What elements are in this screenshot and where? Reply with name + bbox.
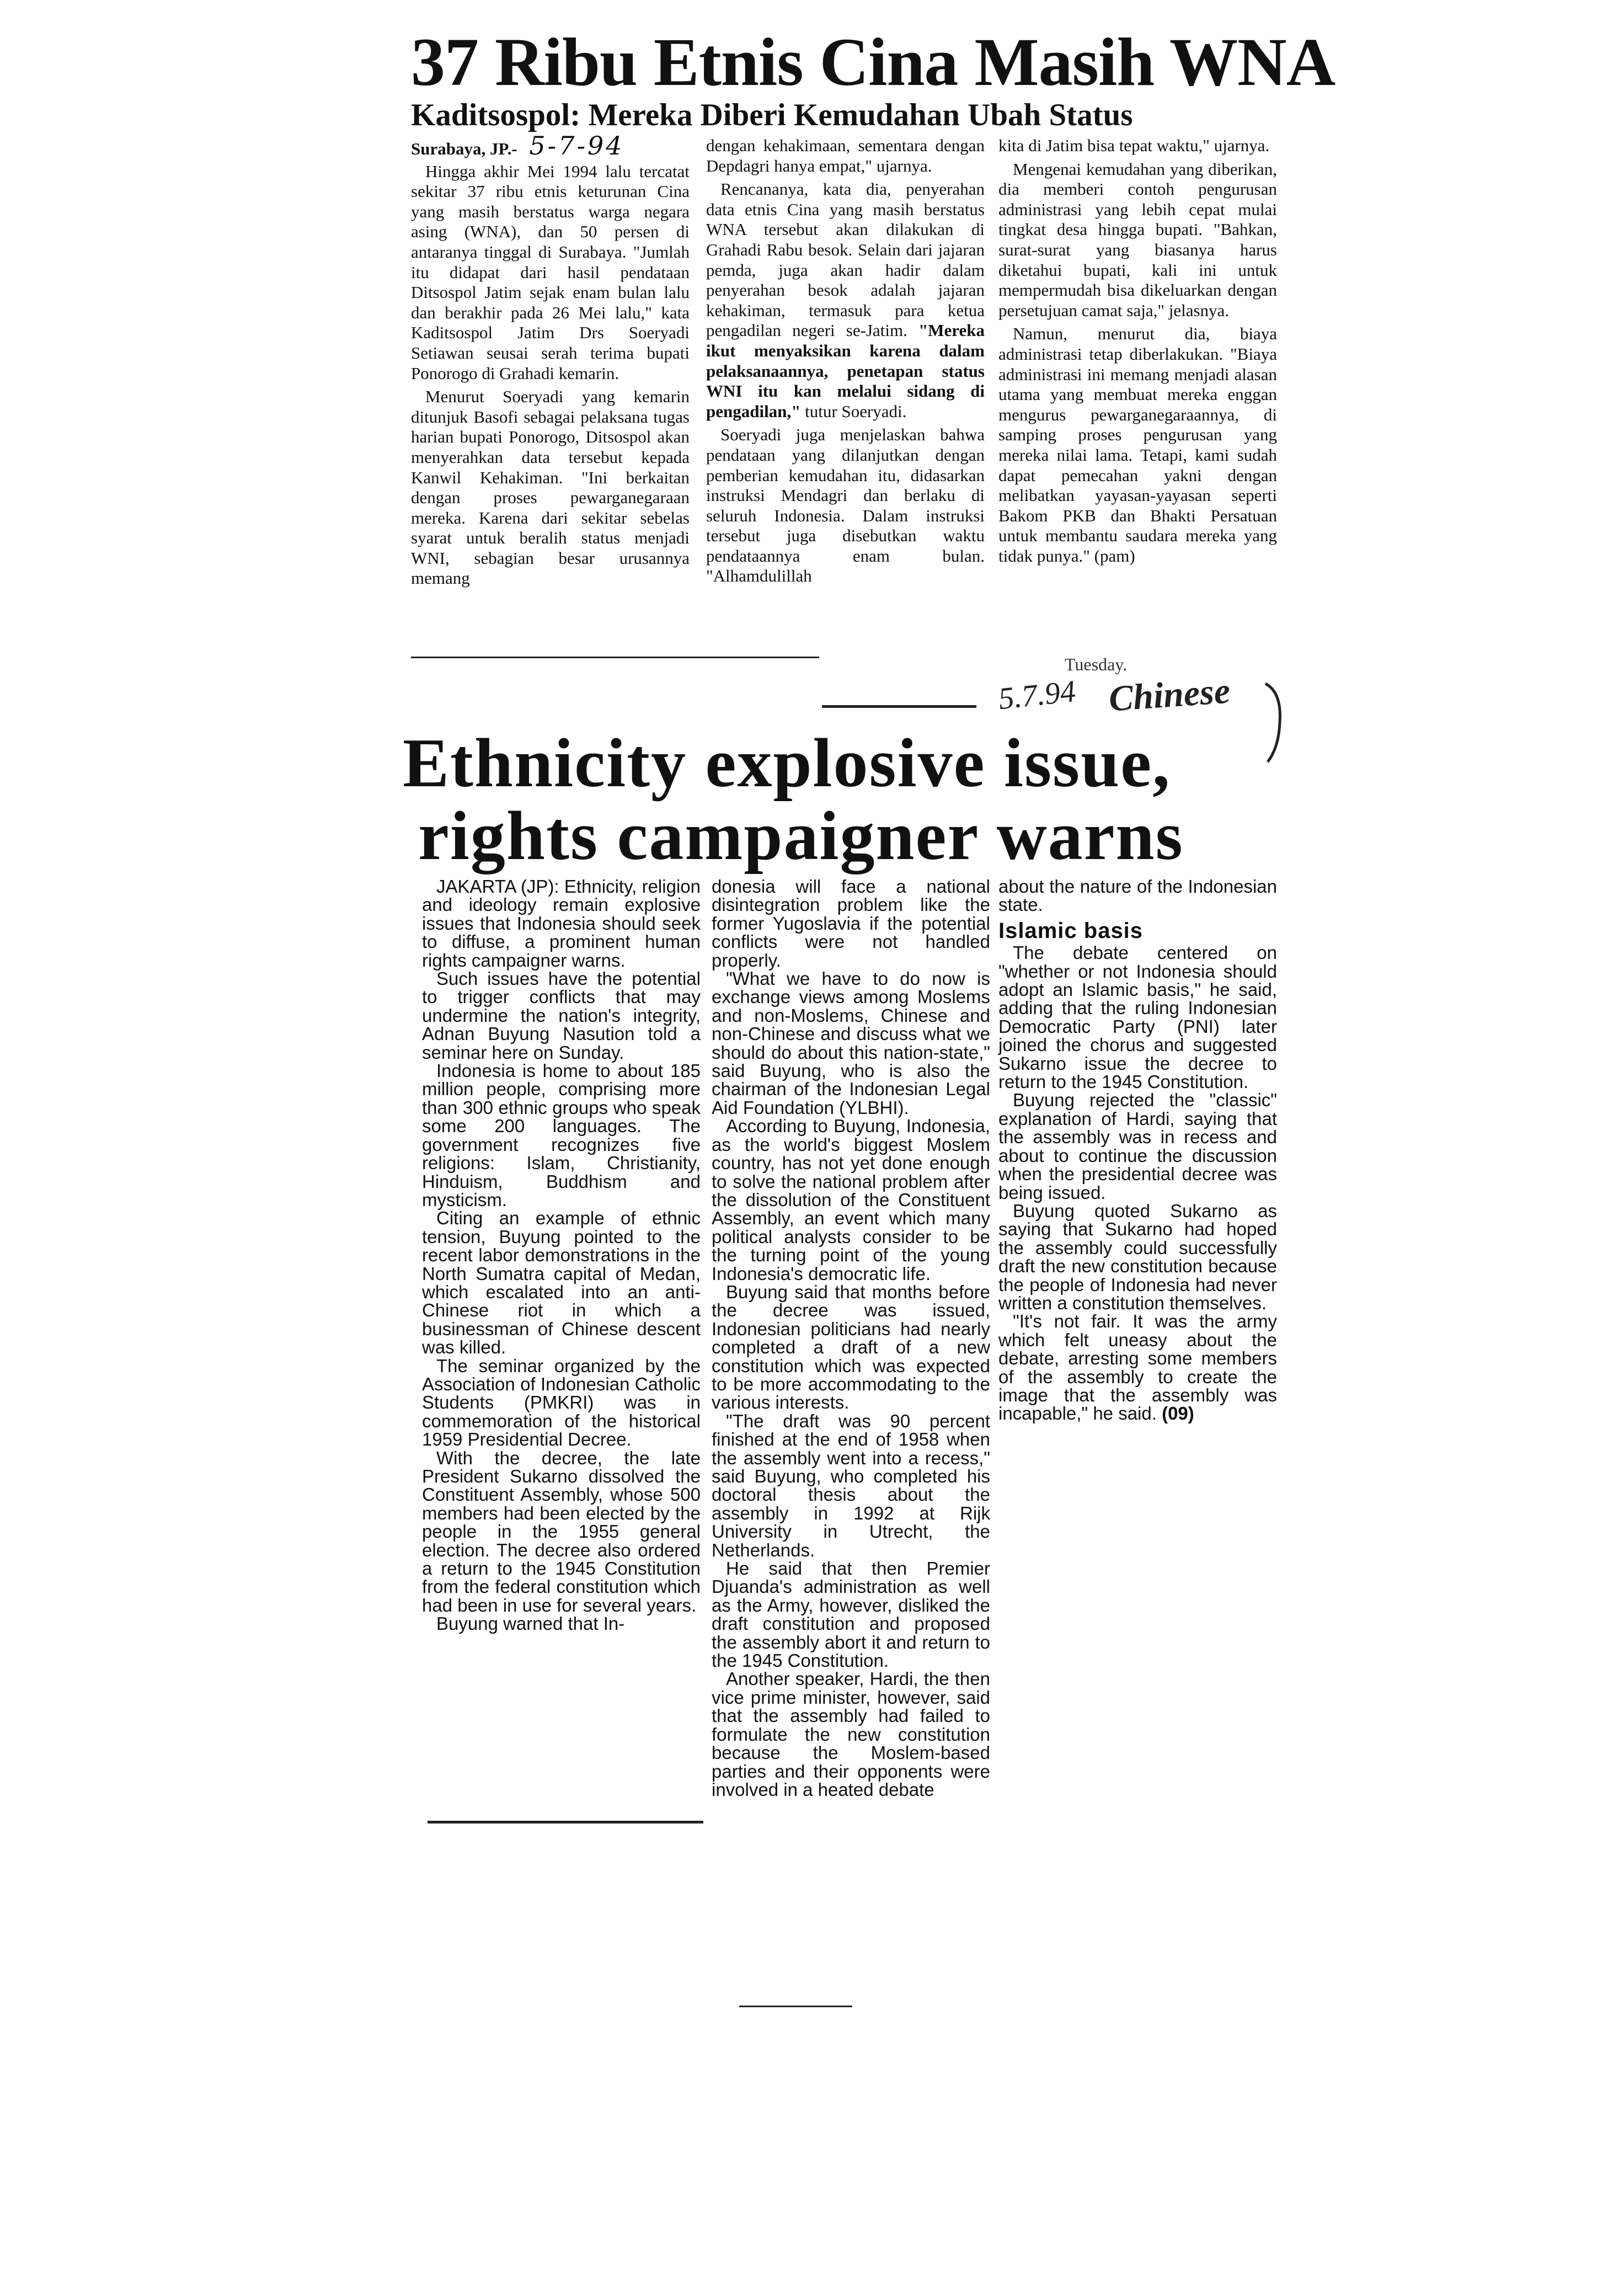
article1-bottom-rule xyxy=(411,657,819,658)
article2-col1-end-rule xyxy=(428,1821,703,1824)
separator-rule xyxy=(822,705,976,708)
article2-paragraph: The seminar organized by the Association of Indonesian Catholic Students (PMKRI) was in commemoration of the historical 1959 Presidential Decree. xyxy=(422,1355,701,1450)
article2-text: "It's not fair. It was the army which felt uneasy about the debate, arresting some members of the assembly to create the image that the assembly was incapable," he said. xyxy=(998,1311,1277,1424)
article2-column-1 xyxy=(422,877,701,1633)
article2-paragraph: With the decree, the late President Sukarno dissolved the Constituent Assembly, whose 500 members had been elected by the people in the 1955 general election. The decree also ordered a return to the 1945 Constitution from the federal constitution which had been in use for several years. xyxy=(422,1447,701,1615)
article1-dateline: Surabaya, JP.- xyxy=(411,139,517,158)
article1-paragraph: dengan kehakimaan, sementara dengan Depdagri hanya empat," ujarnya. xyxy=(706,136,985,175)
article1-handwritten-date: 5-7-94 xyxy=(529,131,624,161)
article2-headline-line: Ethnicity explosive issue, xyxy=(403,725,1171,802)
article2-paragraph: Buyung rejected the "classic" explanation of Hardi, saying that the assembly was in recess and about to continue the discussion when the presidential decree was being issued. xyxy=(998,1090,1277,1203)
article2-paragraph: Indonesia is home to about 185 million people, comprising more than 300 ethnic groups who speak some 200 languages. The government recognizes five religions: Islam, Christianity, Hinduism, Buddhism and mysticism. xyxy=(422,1060,701,1210)
article2-headline-line: rights campaigner warns xyxy=(418,798,1184,875)
article2-paragraph: "What we have to do now is exchange views among Moslems and non-Moslems, Chinese and non-Chinese and discuss what we should do about this nation-state," said Buyung, who is also the chairman of the Indonesian Legal Aid Foundation (YLBHI). xyxy=(712,968,990,1118)
article2-col2-end-rule xyxy=(739,2006,852,2007)
article2-paragraph: Buyung said that months before the decree was issued, Indonesian politicians had nearly completed a draft of a new constitution which was expected to be more accommodating to the various interests. xyxy=(712,1281,990,1413)
article1-headline: 37 Ribu Etnis Cina Masih WNA xyxy=(411,24,1335,100)
article2-paragraph: JAKARTA (JP): Ethnicity, religion and ideology remain explosive issues that Indonesia should seek to diffuse, a prominent human rights campaigner warns. xyxy=(422,876,701,971)
article1-paragraph xyxy=(706,179,985,422)
article1-paragraph: kita di Jatim bisa tepat waktu," ujarnya. xyxy=(998,136,1270,155)
article1-paragraph: Mengenai kemudahan yang diberikan, dia memberi contoh pengurusan administrasi yang lebih cepat mulai tingkat desa hingga bupati. "Bahkan, surat-surat yang biasanya harus diketahui bupati, kali ini untuk mempermudah bisa dikeluarkan dengan persetujuan camat saja," jelasnya. xyxy=(998,159,1277,320)
article2-signature: (09) xyxy=(1162,1403,1194,1424)
article1-column-3 xyxy=(998,136,1277,566)
article1-column-2 xyxy=(706,136,985,587)
stamp-printed-fragment: Tuesday. xyxy=(1065,654,1128,674)
article2-paragraph: donesia will face a national disintegration problem like the former Yugoslavia if the potential conflicts were not handled properly. xyxy=(712,876,990,971)
article1-text: Rencananya, kata dia, penyerahan data etnis Cina yang masih berstatus WNA tersebut akan dilakukan di Grahadi Rabu besok. Selain dari jajaran pemda, juga akan hadir dalam penyerahan besok adalah jajaran kehakiman, termasuk para ketua pengadilan negeri se-Jatim. xyxy=(706,179,985,340)
article2-paragraph: Buyung warned that In- xyxy=(436,1613,625,1634)
article2-paragraph: He said that then Premier Djuanda's administration as well as the Army, however, disliked the draft constitution and proposed the assembly abort it and return to the 1945 Constitution. xyxy=(712,1558,990,1671)
article1-paragraph: Soeryadi juga menjelaskan bahwa pendataan yang dilanjutkan dengan pemberian kemudahan itu, didasarkan instruksi Mendagri dan berlaku di seluruh Indonesia. Dalam instruksi tersebut juga disebutkan waktu pendataannya enam bulan. "Alhamdulillah xyxy=(706,425,985,586)
article2-paragraph: Citing an example of ethnic tension, Buyung pointed to the recent labor demonstrations in the North Sumatra capital of Medan, which escalated into an anti-Chinese riot in which a businessman of Chinese descent was killed. xyxy=(422,1208,701,1358)
article2-paragraph xyxy=(998,1312,1277,1422)
article2-subhead: Islamic basis xyxy=(998,918,1144,943)
article1-paragraph: Menurut Soeryadi yang kemarin ditunjuk Basofi sebagai pelaksana tugas harian bupati Ponorogo, Ditsospol akan menyerahkan data tersebut kepada Kanwil Kehakiman. "Ini berkaitan dengan proses pewarganegaraan mereka. Karena dari sekitar sebelas syarat untuk beralih status menjadi WNI, sebagian besar urusannya memang xyxy=(411,387,690,588)
article2-paragraph: Buyung quoted Sukarno as saying that Sukarno had hoped the assembly could successfully draft the new constitution because the people of Indonesia had never written a constitution themselves. xyxy=(998,1200,1277,1313)
article1-subhead: Kaditsospol: Mereka Diberi Kemudahan Ubah Status xyxy=(411,98,1133,132)
article1-paragraph: Namun, menurut dia, biaya administrasi tetap diberlakukan. "Biaya administrasi ini memang menjadi alasan utama yang membuat mereka enggan mengurus pewarganegaraannya, di samping proses pengurusan yang mereka nilai lama. Tetapi, kami sudah dapat pemecahan yakni dengan melibatkan yayasan-yayasan seperti Bakom PKB dan Bhakti Persatuan untuk membantu saudara mereka yang tidak punya." (pam) xyxy=(998,324,1277,566)
article2-headline xyxy=(403,727,1296,873)
stamp-handwritten-name: Chinese xyxy=(1107,670,1232,719)
article2-column-2 xyxy=(712,877,990,1799)
article1-quote-bold: "Mereka ikut menyaksikan karena dalam pelaksanaannya, penetapan status WNI itu kan melalui sidang di pengadilan," xyxy=(706,321,985,421)
article2-paragraph: According to Buyung, Indonesia, as the world's biggest Moslem country, has not yet done enough to solve the national problem after the dissolution of the Constituent Assembly, an event which many political analysts consider to be the turning point of the young Indonesia's democratic life. xyxy=(712,1116,990,1284)
article2-paragraph: Another speaker, Hardi, the then vice prime minister, however, said that the assembly had failed to formulate the new constitution because the Moslem-based parties and their opponents were involved in a heated debate xyxy=(712,1668,990,1800)
article1-paragraph: Hingga akhir Mei 1994 lalu tercatat sekitar 37 ribu etnis keturunan Cina yang masih berstatus warga negara asing (WNA), dan 50 persen di antaranya tinggal di Surabaya. "Jumlah itu didapat dari hasil pendataan Ditsospol Jatim sejak enam bulan lalu dan berakhir pada 26 Mei lalu," kata Kaditsospol Jatim Drs Soeryadi Setiawan seusai serah terima bupati Ponorogo di Grahadi kemarin. xyxy=(411,161,690,383)
article2-paragraph: Such issues have the potential to trigger conflicts that may undermine the nation's integrity, Adnan Buyung Nasution told a seminar here on Sunday. xyxy=(422,968,701,1063)
article2-paragraph: "The draft was 90 percent finished at the end of 1958 when the assembly went into a recess," said Buyung, who completed his doctoral thesis about the assembly in 1992 at Rijk University in Utrecht, the Netherlands. xyxy=(712,1410,990,1560)
stamp-handwritten-date: 5.7.94 xyxy=(997,674,1077,717)
article1-dateline-row xyxy=(411,131,690,161)
article1-text: tutur Soeryadi. xyxy=(800,401,907,421)
article2-column-3 xyxy=(998,877,1277,1423)
article2-paragraph: about the nature of the Indonesian state. xyxy=(998,876,1277,915)
article1-column-1 xyxy=(411,131,690,589)
article2-paragraph: The debate centered on "whether or not Indonesia should adopt an Islamic basis," he said, adding that the ruling Indonesian Democratic Party (PNI) later joined the chorus and suggested Sukarno issue the decree to return to the 1945 Constitution. xyxy=(998,942,1277,1092)
